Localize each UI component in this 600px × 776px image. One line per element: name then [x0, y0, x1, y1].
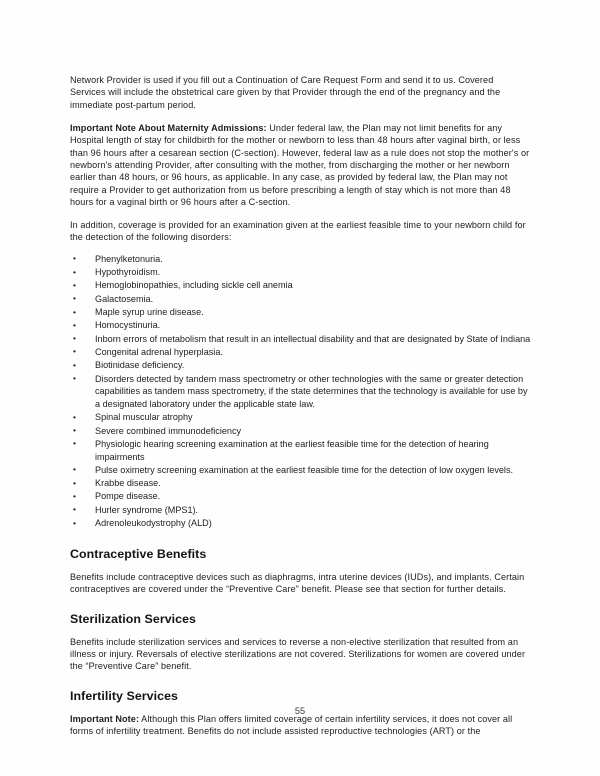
list-item: • Homocystinuria. [70, 319, 531, 332]
paragraph-maternity-admissions-note [70, 122, 531, 209]
list-item: • Maple syrup urine disease. [70, 306, 531, 319]
list-item: • Hemoglobinopathies, including sickle cell anemia [70, 279, 531, 292]
list-item: • Adrenoleukodystrophy (ALD) [70, 517, 531, 530]
maternity-note-body: Under federal law, the Plan may not limit benefits for any Hospital length of stay for childbirth for the mother or newborn to less than 48 hours after vaginal birth, or less than 96 hours after a cesarean section (C-section). However, federal law as a rule does not stop the mother's or newborn's attending Provider, after consulting with the mother, from discharging the mother or her newborn earlier than 48 hours, or 96 hours, as applicable. In any case, as provided by federal law, the Plan may not require a Provider to get authorization from us before prescribing a length of stay which is not more than 48 hours for a vaginal birth or 96 hours after a C-section. [70, 122, 530, 208]
list-item: • Disorders detected by tandem mass spectrometry or other technologies with the same or greater detection capabilities as tandem mass spectrometry, if the state determines that the technology is available for use by a designated laboratory under the applicable state law. [70, 373, 531, 411]
disorders-list [70, 253, 531, 530]
list-item: • Congenital adrenal hyperplasia. [70, 346, 531, 359]
infertility-note-label: Important Note: [70, 713, 140, 724]
page-content [70, 74, 531, 748]
page-number: 55 [294, 706, 306, 716]
list-item: • Spinal muscular atrophy [70, 411, 531, 424]
list-item: • Inborn errors of metabolism that result in an intellectual disability and that are designated by State of Indiana [70, 333, 531, 346]
paragraph-newborn-examination: In addition, coverage is provided for an examination given at the earliest feasible time to your newborn child for the detection of the following disorders: [70, 220, 526, 243]
list-item: • Severe combined immunodeficiency [70, 425, 531, 438]
list-item: • Phenylketonuria. [70, 253, 531, 266]
list-item: • Biotinidase deficiency. [70, 359, 531, 372]
maternity-note-label: Important Note About Maternity Admissions: [70, 122, 267, 133]
paragraph-sterilization-services: Benefits include sterilization services and services to reverse a non-elective sterilization that resulted from an illness or injury. Reversals of elective sterilizations are not covered. Sterilizations for women are covered under the “Preventive Care” benefit. [70, 636, 526, 672]
list-item: • Pompe disease. [70, 490, 531, 503]
heading-infertility-services: Infertility Services [70, 688, 178, 703]
heading-contraceptive-benefits: Contraceptive Benefits [70, 546, 207, 561]
list-item: • Krabbe disease. [70, 477, 531, 490]
infertility-note-body: Although this Plan offers limited coverage of certain infertility services, it does not cover all forms of infertility treatment. Benefits do not include assisted reproductive technologies (ART) or the [70, 713, 513, 737]
paragraph-contraceptive-benefits: Benefits include contraceptive devices such as diaphragms, intra uterine devices (IUDs), and implants. Certain contraceptives are covered under the “Preventive Care” benefit. Please see that section for further details. [70, 571, 525, 595]
list-item: • Hurler syndrome (MPS1). [70, 504, 531, 517]
list-item: • Physiologic hearing screening examination at the earliest feasible time for the detection of hearing impairments [70, 438, 531, 463]
list-item: • Pulse oximetry screening examination at the earliest feasible time for the detection of low oxygen levels. [70, 464, 531, 477]
paragraph-continuation-of-care: Network Provider is used if you fill out a Continuation of Care Request Form and send it to us. Covered Services will include the obstetrical care given by that Provider through the end of the pregnancy and the immediate post-partum period. [70, 75, 501, 110]
paragraph-infertility-important-note [70, 713, 531, 738]
list-item: • Galactosemia. [70, 293, 531, 306]
heading-sterilization-services: Sterilization Services [70, 611, 197, 626]
list-item: • Hypothyroidism. [70, 266, 531, 279]
